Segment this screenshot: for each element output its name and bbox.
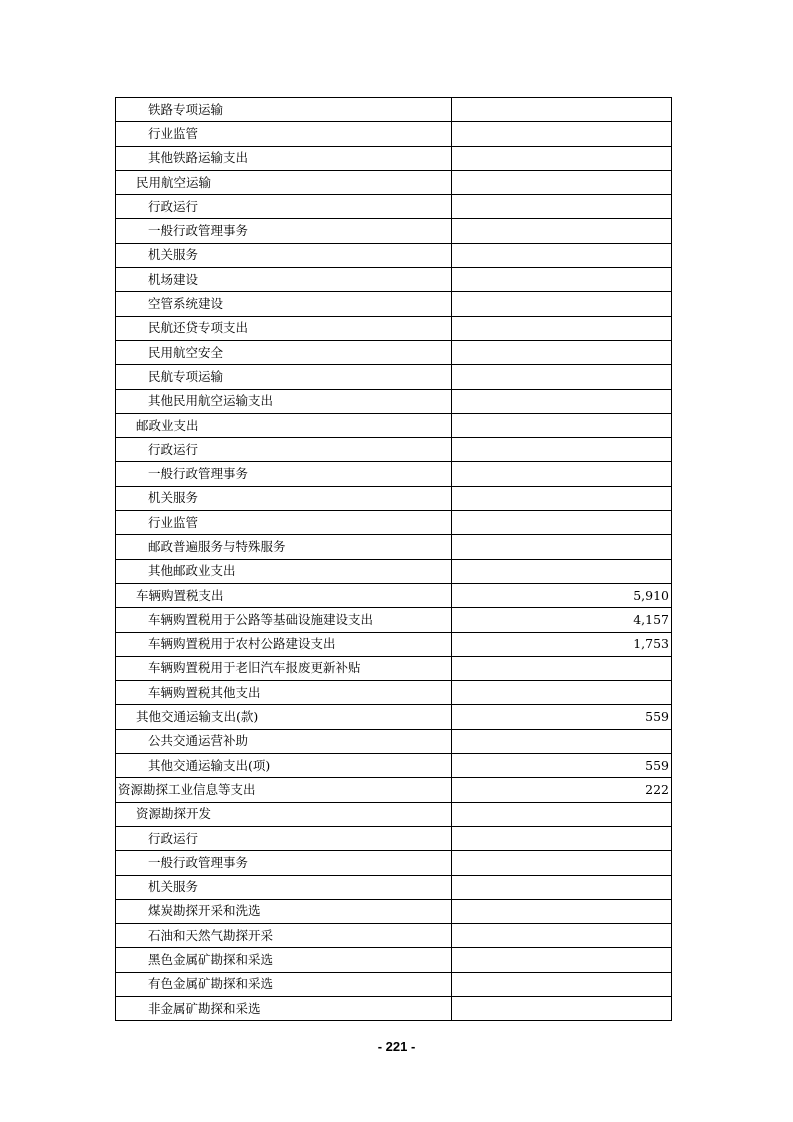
amount-cell: 559 — [452, 754, 672, 778]
item-name-cell: 车辆购置税用于农村公路建设支出 — [116, 632, 452, 656]
amount-cell — [452, 219, 672, 243]
item-name-cell: 资源勘探工业信息等支出 — [116, 778, 452, 802]
amount-cell — [452, 146, 672, 170]
amount-cell — [452, 170, 672, 194]
item-name-cell: 空管系统建设 — [116, 292, 452, 316]
item-name-cell: 行政运行 — [116, 826, 452, 850]
item-name-cell: 其他邮政业支出 — [116, 559, 452, 583]
table-row — [116, 559, 672, 583]
amount-cell — [452, 681, 672, 705]
table-row — [116, 365, 672, 389]
item-name-cell: 行政运行 — [116, 195, 452, 219]
amount-cell — [452, 535, 672, 559]
table-row — [116, 170, 672, 194]
item-name-cell: 车辆购置税其他支出 — [116, 681, 452, 705]
table-row — [116, 389, 672, 413]
page-number: - 221 - — [377, 1039, 416, 1054]
amount-cell — [452, 316, 672, 340]
amount-cell — [452, 948, 672, 972]
amount-cell — [452, 924, 672, 948]
item-name-cell: 车辆购置税用于公路等基础设施建设支出 — [116, 608, 452, 632]
item-name-cell: 其他交通运输支出(项) — [116, 754, 452, 778]
table-row — [116, 754, 672, 778]
table-row — [116, 875, 672, 899]
item-name-cell: 机关服务 — [116, 875, 452, 899]
item-name-cell: 机关服务 — [116, 486, 452, 510]
table-row — [116, 340, 672, 364]
amount-cell — [452, 243, 672, 267]
table-row — [116, 195, 672, 219]
item-name-cell: 车辆购置税用于老旧汽车报废更新补贴 — [116, 656, 452, 680]
item-name-cell: 非金属矿勘探和采选 — [116, 996, 452, 1020]
amount-cell — [452, 438, 672, 462]
table-row — [116, 583, 672, 607]
amount-cell — [452, 851, 672, 875]
table-row — [116, 462, 672, 486]
table-row — [116, 948, 672, 972]
item-name-cell: 车辆购置税支出 — [116, 583, 452, 607]
amount-cell — [452, 802, 672, 826]
table-row — [116, 486, 672, 510]
amount-cell — [452, 729, 672, 753]
amount-cell: 4,157 — [452, 608, 672, 632]
amount-cell — [452, 462, 672, 486]
table-row — [116, 219, 672, 243]
table-row — [116, 316, 672, 340]
item-name-cell: 铁路专项运输 — [116, 98, 452, 122]
table-row — [116, 413, 672, 437]
table-row — [116, 826, 672, 850]
item-name-cell: 邮政业支出 — [116, 413, 452, 437]
table-row — [116, 535, 672, 559]
item-name-cell: 机场建设 — [116, 268, 452, 292]
item-name-cell: 石油和天然气勘探开采 — [116, 924, 452, 948]
table-row — [116, 608, 672, 632]
amount-cell — [452, 389, 672, 413]
table-row — [116, 681, 672, 705]
amount-cell — [452, 875, 672, 899]
amount-cell: 1,753 — [452, 632, 672, 656]
amount-cell — [452, 826, 672, 850]
item-name-cell: 一般行政管理事务 — [116, 851, 452, 875]
amount-cell: 559 — [452, 705, 672, 729]
item-name-cell: 民用航空运输 — [116, 170, 452, 194]
item-name-cell: 民航专项运输 — [116, 365, 452, 389]
item-name-cell: 民用航空安全 — [116, 340, 452, 364]
table-row — [116, 802, 672, 826]
amount-cell — [452, 899, 672, 923]
table-row — [116, 729, 672, 753]
item-name-cell: 资源勘探开发 — [116, 802, 452, 826]
table-row — [116, 632, 672, 656]
table-row — [116, 98, 672, 122]
item-name-cell: 民航还贷专项支出 — [116, 316, 452, 340]
item-name-cell: 机关服务 — [116, 243, 452, 267]
table-row — [116, 511, 672, 535]
table-row — [116, 122, 672, 146]
amount-cell — [452, 268, 672, 292]
amount-cell — [452, 292, 672, 316]
amount-cell — [452, 511, 672, 535]
table-row — [116, 268, 672, 292]
item-name-cell: 煤炭勘探开采和洗选 — [116, 899, 452, 923]
amount-cell — [452, 996, 672, 1020]
amount-cell — [452, 972, 672, 996]
amount-cell — [452, 656, 672, 680]
amount-cell: 5,910 — [452, 583, 672, 607]
table-body — [116, 98, 672, 1021]
amount-cell — [452, 413, 672, 437]
table-row — [116, 778, 672, 802]
amount-cell — [452, 559, 672, 583]
item-name-cell: 一般行政管理事务 — [116, 462, 452, 486]
item-name-cell: 行业监管 — [116, 122, 452, 146]
budget-expenditure-table — [115, 97, 672, 1021]
table-row — [116, 438, 672, 462]
table-row — [116, 924, 672, 948]
table-row — [116, 146, 672, 170]
table-row — [116, 996, 672, 1020]
table-row — [116, 705, 672, 729]
item-name-cell: 行业监管 — [116, 511, 452, 535]
table-row — [116, 972, 672, 996]
item-name-cell: 其他民用航空运输支出 — [116, 389, 452, 413]
amount-cell — [452, 195, 672, 219]
amount-cell — [452, 98, 672, 122]
amount-cell: 222 — [452, 778, 672, 802]
amount-cell — [452, 486, 672, 510]
item-name-cell: 邮政普遍服务与特殊服务 — [116, 535, 452, 559]
item-name-cell: 一般行政管理事务 — [116, 219, 452, 243]
amount-cell — [452, 340, 672, 364]
item-name-cell: 其他交通运输支出(款) — [116, 705, 452, 729]
item-name-cell: 有色金属矿勘探和采选 — [116, 972, 452, 996]
table-row — [116, 656, 672, 680]
table-row — [116, 899, 672, 923]
amount-cell — [452, 122, 672, 146]
item-name-cell: 行政运行 — [116, 438, 452, 462]
amount-cell — [452, 365, 672, 389]
item-name-cell: 其他铁路运输支出 — [116, 146, 452, 170]
item-name-cell: 公共交通运营补助 — [116, 729, 452, 753]
item-name-cell: 黑色金属矿勘探和采选 — [116, 948, 452, 972]
table-row — [116, 243, 672, 267]
table-row — [116, 851, 672, 875]
table-row — [116, 292, 672, 316]
